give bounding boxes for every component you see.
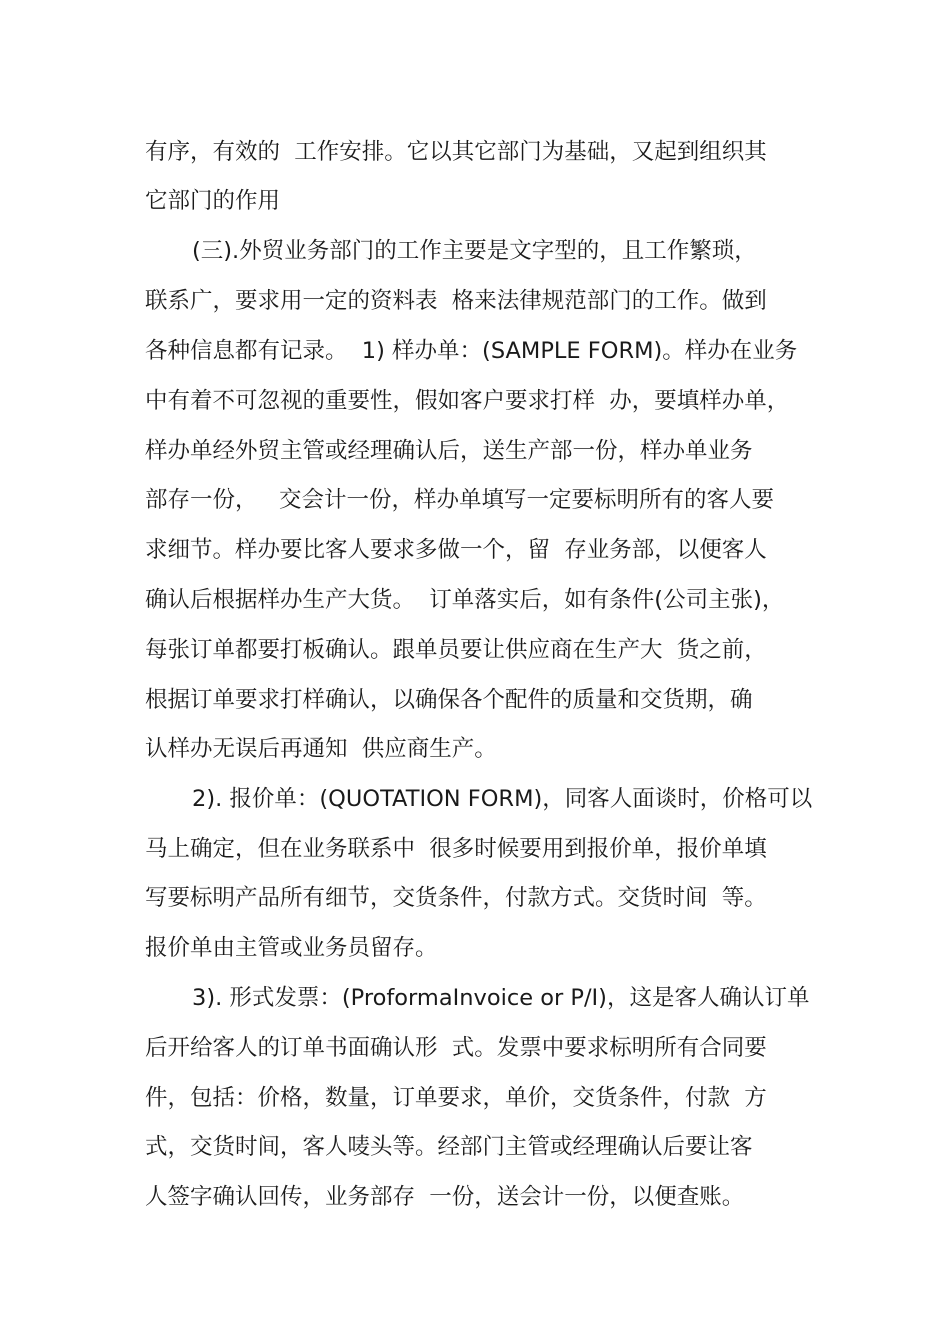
text-line: 有序，有效的 工作安排。它以其它部门为基础，又起到组织其 [145,139,767,165]
text-line: 联系广，要求用一定的资料表 格来法律规范部门的工作。做到 [145,288,767,314]
text-line: 马上确定，但在业务联系中 很多时候要用到报价单，报价单填 [145,836,767,862]
text-line: (三).外贸业务部门的工作主要是文字型的，且工作繁琐， [192,238,757,264]
text-line: 2). 报价单：(QUOTATION FORM)，同客人面谈时，价格可以 [192,786,813,812]
text-line: 报价单由主管或业务员留存。 [145,935,438,961]
text-line: 式，交货时间，客人唛头等。经部门主管或经理确认后要让客 [145,1134,753,1160]
text-line: 部存一份， 交会计一份，样办单填写一定要标明所有的客人要 [145,487,774,513]
text-line: 后开给客人的订单书面确认形 式。发票中要求标明所有合同要 [145,1035,767,1061]
text-line: 认样办无误后再通知 供应商生产。 [145,736,497,762]
text-line: 确认后根据样办生产大货。 订单落实后，如有条件(公司主张)， [145,587,785,613]
text-line: 3). 形式发票：(ProformaInvoice or P/I)，这是客人确认订单 [192,985,810,1011]
text-line: 求细节。样办要比客人要求多做一个，留 存业务部，以便客人 [145,537,767,563]
text-line: 每张订单都要打板确认。跟单员要让供应商在生产大 货之前， [145,637,767,663]
text-line: 写要标明产品所有细节，交货条件，付款方式。交货时间 等。 [145,885,767,911]
text-line: 根据订单要求打样确认，以确保各个配件的质量和交货期，确 [145,687,753,713]
text-line: 样办单经外贸主管或经理确认后，送生产部一份，样办单业务 [145,438,753,464]
text-line: 人签字确认回传，业务部存 一份，送会计一份，以便查账。 [145,1184,745,1210]
text-line: 中有着不可忽视的重要性，假如客户要求打样 办，要填样办单， [145,388,790,414]
text-line: 它部门的作用 [145,188,281,214]
text-line: 件，包括：价格，数量，订单要求，单价，交货条件，付款 方 [145,1085,767,1111]
text-line: 各种信息都有记录。 1) 样办单：(SAMPLE FORM)。样办在业务 [145,338,798,364]
